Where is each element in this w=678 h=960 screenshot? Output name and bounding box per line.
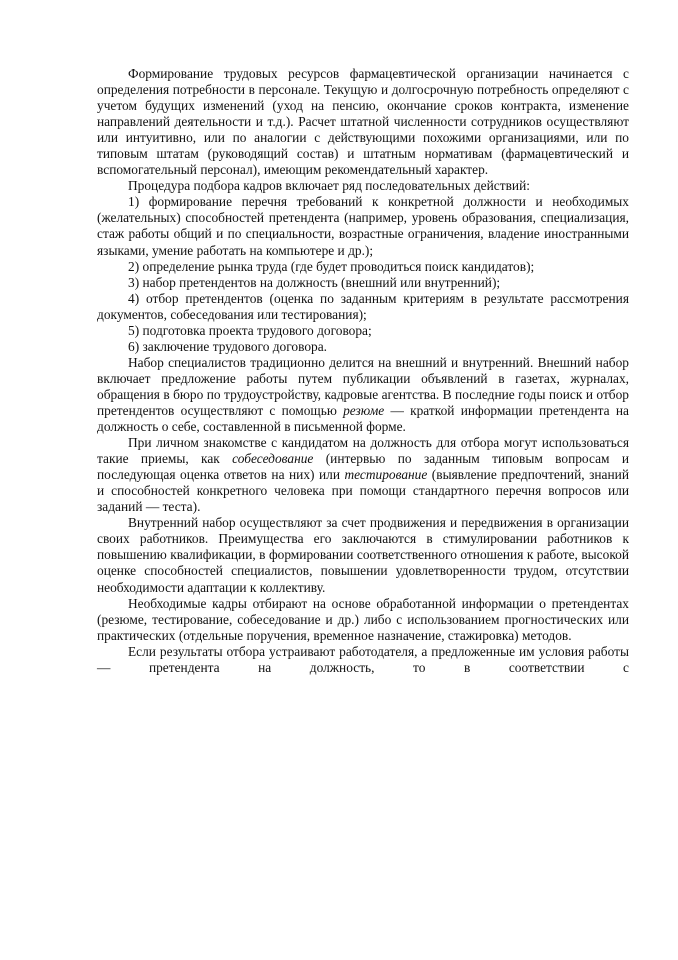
text-segment: (выявление предпочтений, знаний и способностей конкретного человека при помощи стандартного перечня вопросов или заданий — теста). (97, 467, 629, 515)
list-item-requirements: 1) формирование перечня требований к конкретной должности и необходимых (желательных) способностей претендента (например, уровень образования, специализация, стаж работы общий и по специальности, возрастные ограничения, владение иностранными языками, умение работать на компьютере и др.); (97, 194, 629, 258)
list-item-contract-draft: 5) подготовка проекта трудового договора; (128, 322, 372, 338)
paragraph-selection-result: Если результаты отбора устраивают работодателя, а предложенные им условия работы — претендента на должность, то в соответствии с (97, 643, 629, 675)
text-segment: Набор специалистов традиционно делится на внешний и внутренний. Внешний набор включает предложение работы путем публикации объявлений в газетах, журналах, обращения в бюро по трудоустройству, кадровые агентства. В последние годы поиск и отбор претендентов осуществляют с помощью (97, 354, 629, 418)
term-interview: собеседование (232, 451, 314, 467)
text-segment: — краткой информации претендента на должность о себе, составленной в письменной форме. (97, 402, 629, 435)
list-item-candidate-screening: 4) отбор претендентов (оценка по заданным критериям в результате рассмотрения документов, собеседования или тестирования); (97, 290, 629, 322)
text-segment: При личном знакомстве с кандидатом на должность для отбора могут использоваться такие приемы, как (97, 435, 629, 467)
paragraph-staffing-needs: Формирование трудовых ресурсов фармацевтической организации начинается с определения потребности в персонале. Текущую и долгосрочную потребность определяют с учетом будущих изменений (уход на пенсию, окончание сроков контракта, изменение направлений деятельности и т.д.). Расчет штатной численности сотрудников осуществляют или интуитивно, или по аналогии с действующими похожими организациями, или по типовым штатам (руководящий состав) и штатным нормативам (фармацевтический и вспомогательный персонал), имеющим рекомендательный характер. (97, 66, 629, 178)
term-resume: резюме (343, 402, 385, 418)
paragraph-selection-procedure: Процедура подбора кадров включает ряд последовательных действий: (128, 178, 530, 194)
paragraph-internal-recruitment: Внутренний набор осуществляют за счет продвижения и передвижения в организации своих работников. Преимущества его заключаются в стимулировании работников к повышению квалификации, в формировании соответственного отношения к работе, высокой оценке способностей специалистов, повышении удовлетворенности трудом, отсутствии необходимости адаптации к коллективу. (97, 515, 629, 595)
list-item-recruitment: 3) набор претендентов на должность (внешний или внутренний); (128, 274, 501, 290)
text-segment: (интервью по заданным типовым вопросам и последующая оценка ответов на них) или (97, 451, 629, 483)
term-testing: тестирование (344, 467, 428, 483)
document-page (97, 66, 629, 676)
list-item-contract-signing: 6) заключение трудового договора. (128, 338, 328, 354)
paragraph-selection-basis: Необходимые кадры отбирают на основе обработанной информации о претендентах (резюме, тестирование, собеседование и др.) либо с использованием прогностических или практических (отдельные поручения, временное назначение, стажировка) методов. (97, 595, 629, 643)
list-item-labor-market: 2) определение рынка труда (где будет проводиться поиск кандидатов); (128, 258, 535, 274)
paragraph-external-recruitment (97, 355, 629, 435)
paragraph-interview-methods (97, 435, 629, 515)
